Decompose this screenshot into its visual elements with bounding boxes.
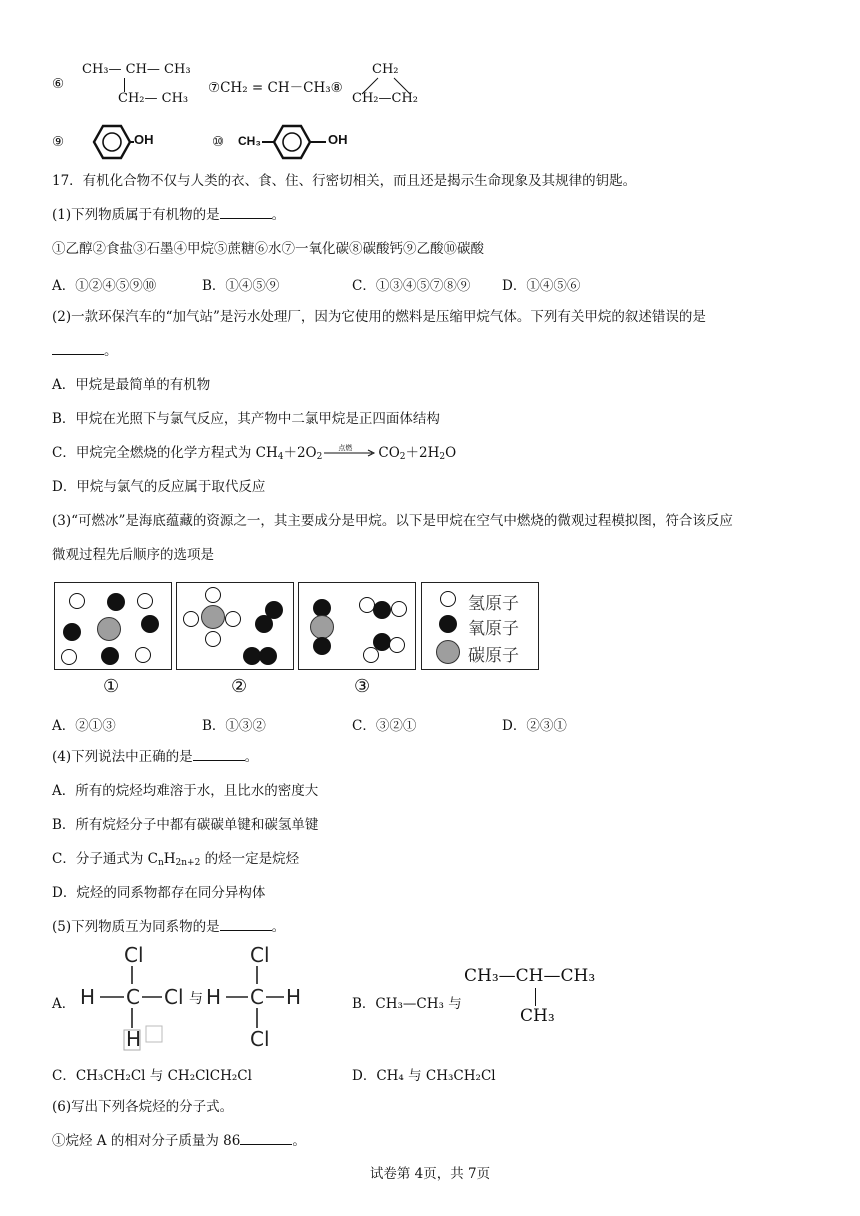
- q17-3-option-b[interactable]: B．①③②: [202, 718, 266, 734]
- oxygen-atom: [141, 615, 159, 633]
- isobutane-row1: CH₃—CH—CH₃: [464, 966, 596, 986]
- carbon-atom: [97, 617, 121, 641]
- oxygen-atom: [373, 601, 391, 619]
- svg-text:Cl: Cl: [164, 985, 184, 1009]
- q17-2-option-b[interactable]: B．甲烷在光照下与氯气反应，其产物中二氯甲烷是正四面体结构: [52, 411, 440, 427]
- panel-1-label: ①: [103, 676, 120, 697]
- q17-5-question: (5)下列物质互为同系物的是 。: [52, 919, 286, 935]
- q17-stem: 17．有机化合物不仅与人类的衣、食、住、行密切相关，而且还是揭示生命现象及其规律的钥匙。: [52, 173, 637, 189]
- svg-text:C: C: [126, 985, 140, 1009]
- legend-carbon: 碳原子: [468, 646, 519, 666]
- panel-1: [54, 582, 172, 670]
- svg-text:H: H: [286, 985, 302, 1009]
- q17-2-option-d[interactable]: D．甲烷与氯气的反应属于取代反应: [52, 479, 266, 495]
- legend-hydrogen: 氢原子: [468, 594, 519, 614]
- q17-2-option-a[interactable]: A．甲烷是最简单的有机物: [52, 377, 211, 393]
- label-9: ⑨: [52, 134, 65, 150]
- hydrogen-atom: [391, 601, 407, 617]
- svg-text:Cl: Cl: [250, 943, 270, 967]
- page-footer: 试卷第 4页，共 7页: [369, 1166, 491, 1182]
- q17-1-option-b[interactable]: B．①④⑤⑨: [202, 278, 280, 294]
- carbon-atom: [310, 615, 334, 639]
- dichloromethane-structures: [76, 940, 316, 1056]
- q17-6-item-1: ①烷烃 A 的相对分子质量为 86 。: [52, 1133, 306, 1149]
- q17-4-option-d[interactable]: D．烷烃的同系物都存在同分异构体: [52, 885, 266, 901]
- q17-3-question-2: 微观过程先后顺序的选项是: [52, 547, 214, 563]
- hydrogen-atom-legend: [440, 591, 456, 607]
- oxygen-atom: [259, 647, 277, 665]
- q17-4-option-b[interactable]: B．所有烷烃分子中都有碳碳单键和碳氢单键: [52, 817, 319, 833]
- hydrogen-atom: [69, 593, 85, 609]
- q17-1-option-a[interactable]: A．①②④⑤⑨⑩: [52, 278, 157, 294]
- panel-legend: [421, 582, 539, 670]
- hydrogen-atom: [135, 647, 151, 663]
- answer-blank-5[interactable]: [220, 918, 272, 931]
- hydrogen-atom: [205, 631, 221, 647]
- cresol-oh: OH: [328, 132, 348, 147]
- panel-3: [298, 582, 416, 670]
- cresol-ch3: CH₃: [238, 134, 261, 148]
- oxygen-atom: [255, 615, 273, 633]
- reaction-arrow: 点燃: [324, 445, 376, 457]
- isobutane-row2: CH₃: [520, 1006, 555, 1026]
- phenol-ring: [84, 122, 134, 162]
- legend-oxygen: 氧原子: [468, 619, 519, 639]
- panel-2: [176, 582, 294, 670]
- oxygen-atom: [101, 647, 119, 665]
- svg-text:H: H: [126, 1027, 142, 1051]
- q17-1-items: ①乙醇②食盐③石墨④甲烷⑤蔗糖⑥水⑦一氧化碳⑧碳酸钙⑨乙酸⑩碳酸: [52, 241, 484, 257]
- svg-text:H: H: [206, 985, 222, 1009]
- svg-text:Cl: Cl: [250, 1027, 270, 1051]
- panel-3-label: ③: [354, 676, 371, 697]
- q17-5-option-b[interactable]: B．CH₃—CH₃ 与: [352, 996, 462, 1012]
- label-10: ⑩: [212, 134, 225, 150]
- svg-text:与: 与: [189, 991, 203, 1007]
- q17-2-option-c[interactable]: C．甲烷完全燃烧的化学方程式为 $CH_4+2O_2$ 点燃 $CO_2+2H_2O$: [52, 444, 457, 462]
- hydrogen-atom: [137, 593, 153, 609]
- struct-6-row1: CH₃— CH— CH₃: [82, 62, 191, 77]
- q17-2-blank-line: 。: [52, 342, 118, 360]
- struct-8-top: CH₂: [372, 62, 399, 77]
- q17-3-option-d[interactable]: D．②③①: [502, 718, 567, 734]
- answer-blank-1[interactable]: [220, 206, 272, 219]
- oxygen-atom: [63, 623, 81, 641]
- q17-1-question: (1)下列物质属于有机物的是 。: [52, 207, 286, 223]
- struct-8-bonds: [350, 74, 430, 96]
- q17-4-option-a[interactable]: A．所有的烷烃均难溶于水，且比水的密度大: [52, 783, 319, 799]
- hydrogen-atom: [363, 647, 379, 663]
- hydrogen-atom: [389, 637, 405, 653]
- oxygen-atom: [107, 593, 125, 611]
- svg-text:H: H: [80, 985, 96, 1009]
- hydrogen-atom: [183, 611, 199, 627]
- hydrogen-atom: [61, 649, 77, 665]
- q17-3-option-a[interactable]: A．②①③: [52, 718, 116, 734]
- hydrogen-atom: [225, 611, 241, 627]
- q17-3-question-1: (3)“可燃冰”是海底蕴藏的资源之一，其主要成分是甲烷。以下是甲烷在空气中燃烧的微观过程模拟图，符合该反应: [52, 513, 733, 529]
- carbon-atom: [201, 605, 225, 629]
- hydrogen-atom: [205, 587, 221, 603]
- phenol-oh: OH: [134, 132, 154, 147]
- svg-text:Cl: Cl: [124, 943, 144, 967]
- svg-text:C: C: [250, 985, 264, 1009]
- oxygen-atom-legend: [439, 615, 457, 633]
- panel-2-label: ②: [231, 676, 248, 697]
- oxygen-atom: [313, 637, 331, 655]
- isobutane-bond: [535, 988, 537, 1006]
- answer-blank-2[interactable]: [52, 342, 104, 355]
- cresol-ring: [262, 122, 334, 162]
- struct-6-row2: CH₂— CH₃: [118, 91, 189, 106]
- q17-5-option-d[interactable]: D．CH₄ 与 CH₃CH₂Cl: [352, 1068, 496, 1084]
- q17-1-option-c[interactable]: C．①③④⑤⑦⑧⑨: [352, 278, 471, 294]
- answer-blank-6[interactable]: [240, 1132, 292, 1145]
- q17-5-option-c[interactable]: C．CH₃CH₂Cl 与 CH₂ClCH₂Cl: [52, 1068, 252, 1084]
- q17-2-question: (2)一款环保汽车的“加气站”是污水处理厂，因为它使用的燃料是压缩甲烷气体。下列有关甲烷的叙述错误的是: [52, 309, 706, 325]
- q17-4-question: (4)下列说法中正确的是 。: [52, 749, 259, 765]
- q17-4-option-c[interactable]: C．分子通式为 $C_nH_{2n+2}$ 的烃一定是烷烃: [52, 851, 300, 868]
- struct-8-bottom: CH₂—CH₂: [352, 91, 418, 106]
- struct-6-bond: [124, 78, 126, 92]
- q17-5-option-a-label[interactable]: A．: [52, 996, 76, 1012]
- carbon-atom-legend: [436, 640, 460, 664]
- answer-blank-4[interactable]: [193, 748, 245, 761]
- q17-6-question: (6)写出下列各烷烃的分子式。: [52, 1099, 234, 1115]
- label-6: ⑥: [52, 76, 65, 92]
- struct-7: ⑦CH₂ = CH－CH₃⑧: [208, 80, 343, 96]
- q17-3-option-c[interactable]: C．③②①: [352, 718, 417, 734]
- q17-1-option-d[interactable]: D．①④⑤⑥: [502, 278, 581, 294]
